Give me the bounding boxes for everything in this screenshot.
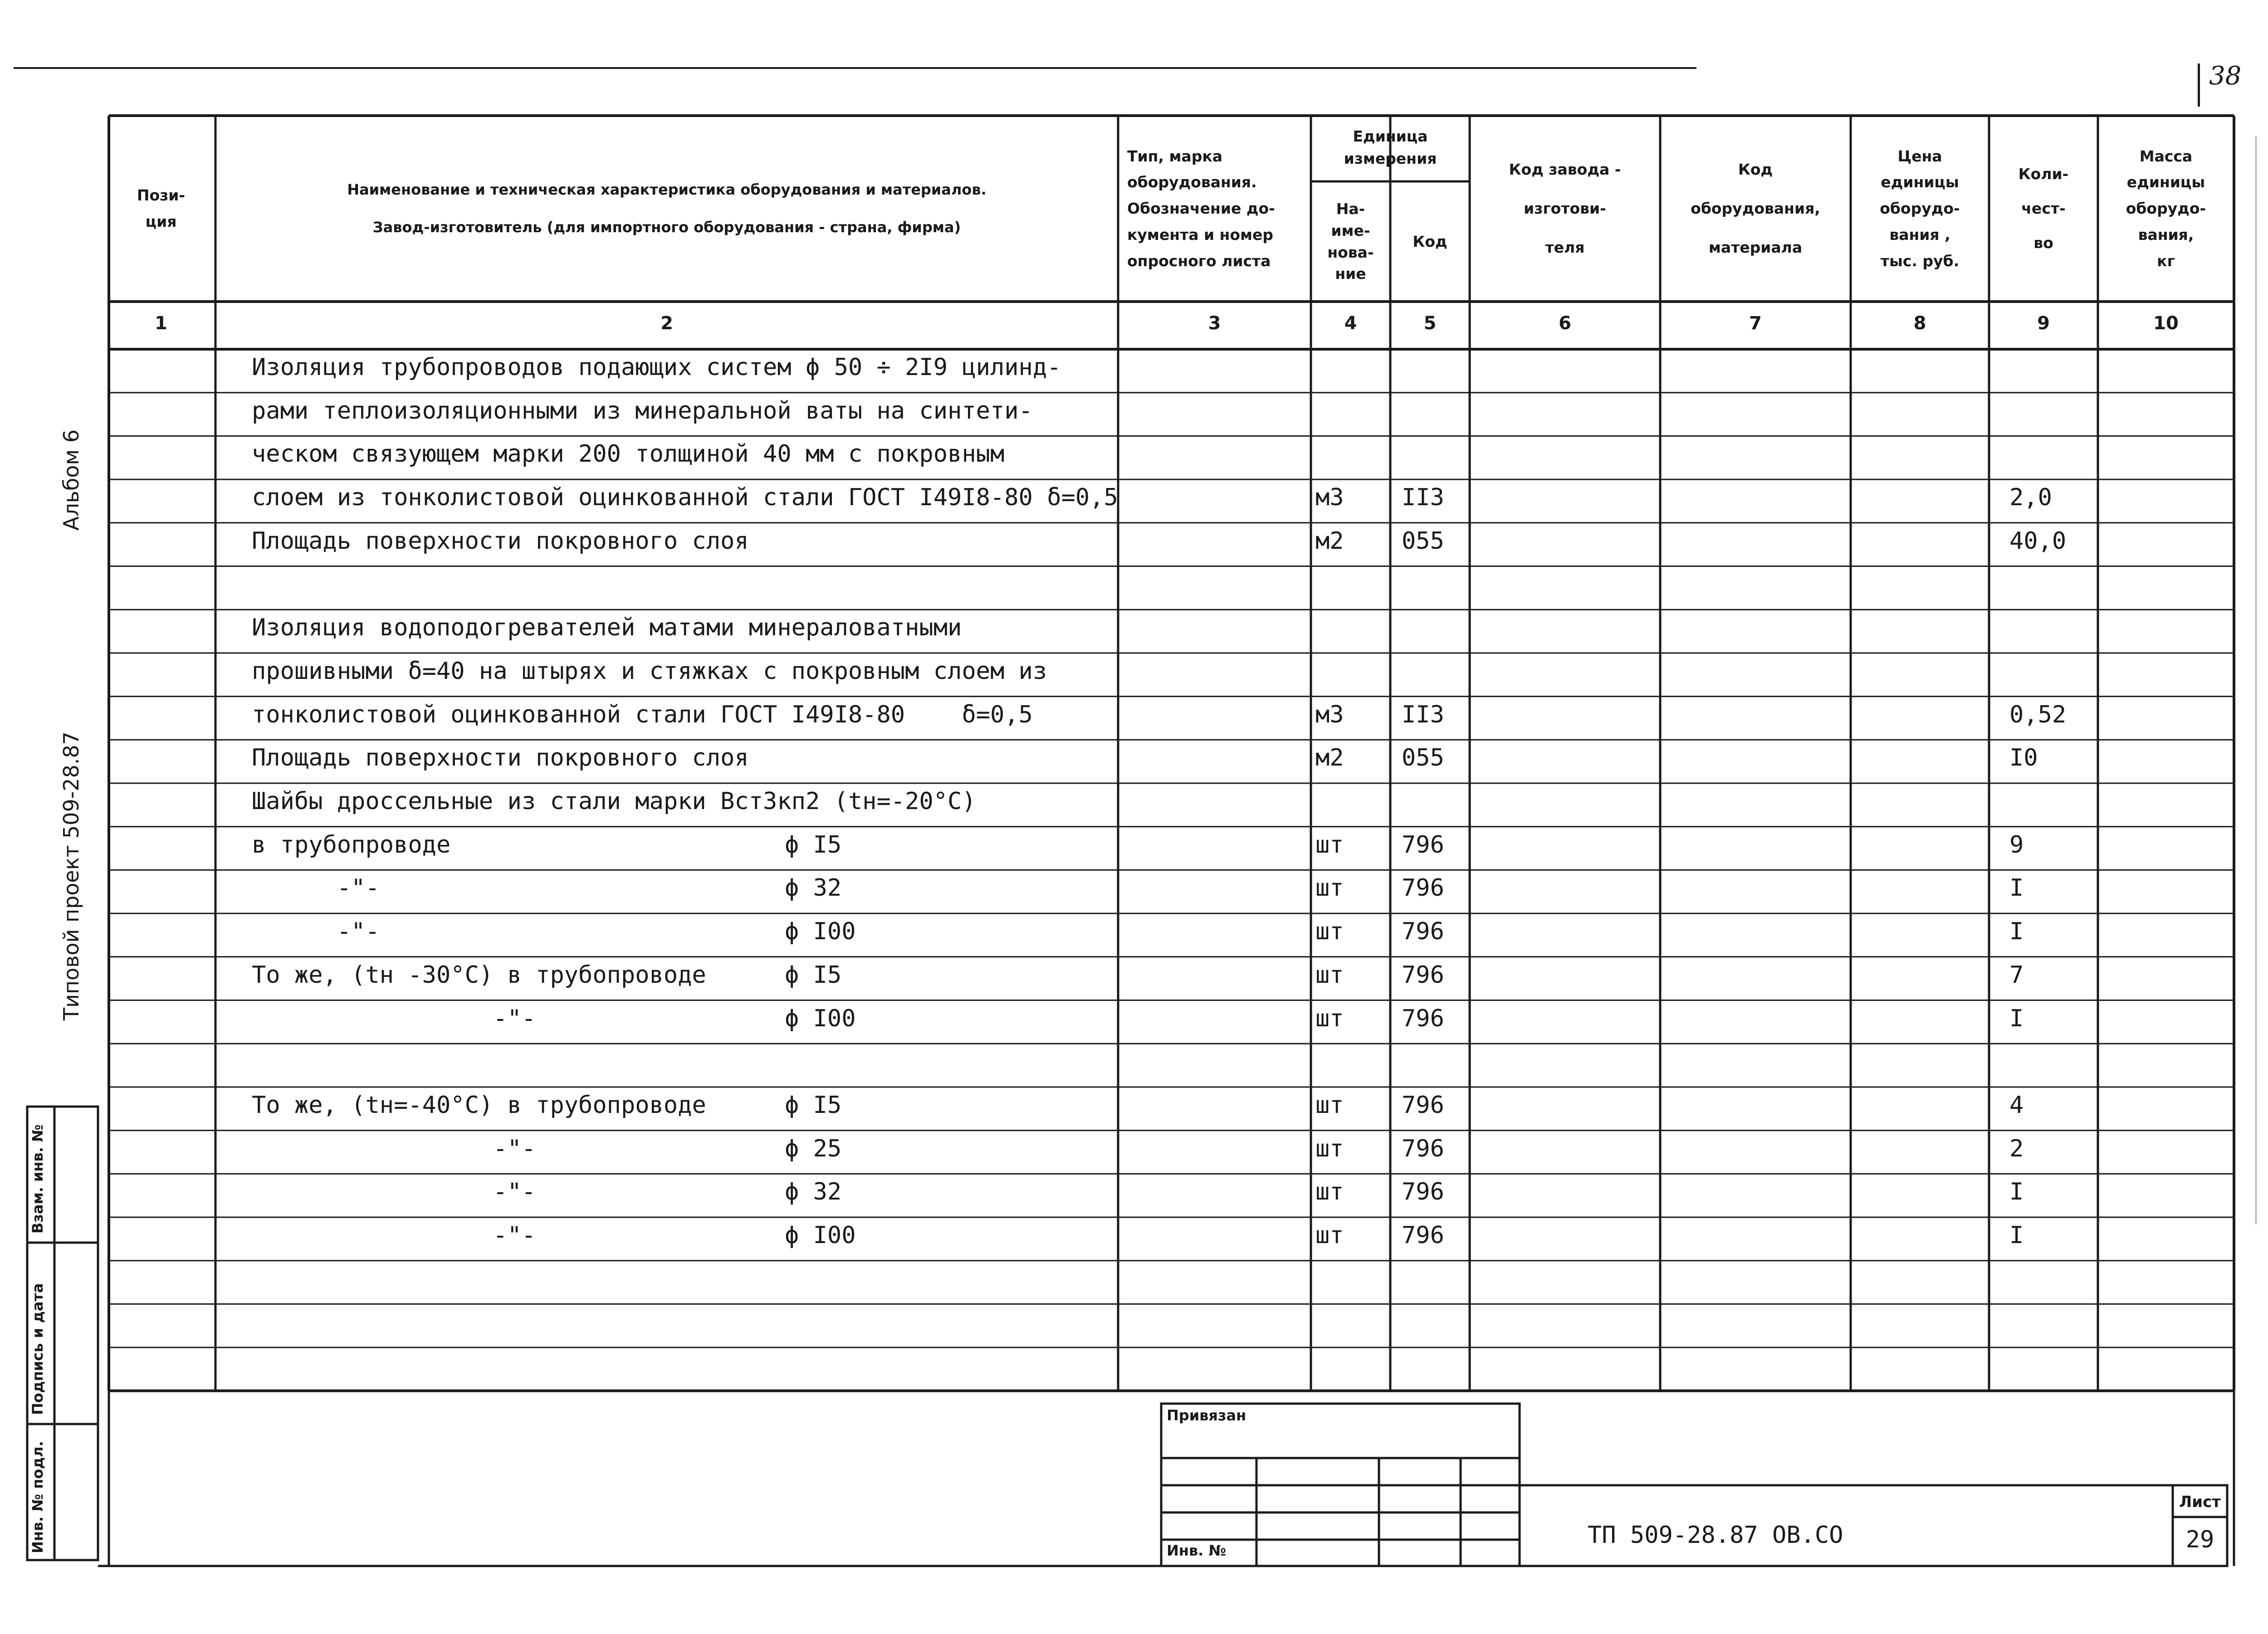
row-diameter: ϕ 32 xyxy=(785,874,842,902)
row-unit-code: 796 xyxy=(1402,1222,1444,1249)
row-unit: шт xyxy=(1315,918,1344,946)
right-margin-line xyxy=(2255,136,2257,1224)
header-plant-code: Код завода - изготови- теля xyxy=(1509,161,1621,256)
colnum-4: 4 xyxy=(1344,313,1357,334)
row-unit-code: 055 xyxy=(1402,527,1444,555)
row-unit-code: 055 xyxy=(1402,744,1444,772)
row-unit: шт xyxy=(1315,1222,1344,1249)
row-name: -"- xyxy=(252,874,380,902)
row-unit-code: 796 xyxy=(1402,874,1444,902)
row-name: -"- xyxy=(252,1005,536,1032)
row-name: рами теплоизоляционными из минеральной ваты на синтети- xyxy=(252,397,1033,424)
colnum-2: 2 xyxy=(660,313,673,334)
row-name: в трубопроводе xyxy=(252,831,451,858)
row-quantity: 0,52 xyxy=(2009,701,2067,728)
header-type: Тип, марка оборудования. Обозначение до- кумента и номер опросного листа xyxy=(1127,147,1275,270)
row-unit: м2 xyxy=(1315,744,1344,772)
row-diameter: ϕ 32 xyxy=(785,1178,842,1206)
header-mass: Масса единицы оборудо- вания, кг xyxy=(2126,147,2206,270)
row-name: слоем из тонколистовой оцинкованной стали ГОСТ I49I8-80 δ=0,5 xyxy=(252,484,1118,512)
row-quantity: I0 xyxy=(2009,744,2038,772)
colnum-6: 6 xyxy=(1559,313,1571,334)
row-diameter: ϕ I5 xyxy=(785,831,842,858)
header-name: Наименование и техническая характеристика оборудования и материалов. Завод-изготовитель (для импортного оборудования - страна, фирма) xyxy=(347,180,987,236)
row-unit: шт xyxy=(1315,1178,1344,1206)
stamp-podpis-data: Подпись и дата xyxy=(29,1283,46,1415)
corner-page-number: 38 xyxy=(2209,61,2242,91)
row-name: прошивными δ=40 на штырях и стяжках с покровным слоем из xyxy=(252,657,1047,685)
colnum-7: 7 xyxy=(1749,313,1762,334)
row-name: тонколистовой оцинкованной стали ГОСТ I49I8-80 δ=0,5 xyxy=(252,701,1033,728)
row-name: Шайбы дроссельные из стали марки Вст3кп2 (tн=-20°С) xyxy=(252,788,976,815)
row-name: То же, (tн -30°С) в трубопроводе xyxy=(252,961,706,989)
row-quantity: I xyxy=(2009,1005,2024,1032)
row-quantity: 2,0 xyxy=(2009,484,2052,512)
sheet-label: Лист xyxy=(2179,1493,2221,1511)
document-code: ТП 509-28.87 ОВ.СО xyxy=(1588,1522,1843,1549)
row-name: Изоляция водоподогревателей матами минераловатными xyxy=(252,614,962,642)
row-unit: м2 xyxy=(1315,527,1344,555)
row-unit: шт xyxy=(1315,1135,1344,1162)
side-album-caption: Альбом 6 xyxy=(59,429,83,531)
row-unit: шт xyxy=(1315,831,1344,858)
row-name: -"- xyxy=(252,1178,536,1206)
row-diameter: ϕ I00 xyxy=(785,918,856,946)
row-diameter: ϕ 25 xyxy=(785,1135,842,1162)
header-unit-code: Код xyxy=(1413,232,1447,250)
row-name: То же, (tн=-40°С) в трубопроводе xyxy=(252,1091,706,1119)
row-unit-code: 796 xyxy=(1402,918,1444,946)
header-unit-title: Единица измерения xyxy=(1344,127,1437,167)
header-equipment-code: Код оборудования, материала xyxy=(1691,161,1820,256)
privyazan-label: Привязан xyxy=(1167,1407,1246,1424)
row-diameter: ϕ I5 xyxy=(785,1091,842,1119)
row-quantity: 2 xyxy=(2009,1135,2024,1162)
colnum-3: 3 xyxy=(1208,313,1221,334)
row-unit: м3 xyxy=(1315,701,1344,728)
header-quantity: Коли- чест- во xyxy=(2018,165,2069,252)
row-quantity: 40,0 xyxy=(2009,527,2067,555)
row-unit-code: II3 xyxy=(1402,701,1444,728)
row-unit-code: 796 xyxy=(1402,1178,1444,1206)
row-unit-code: II3 xyxy=(1402,484,1444,512)
row-name: ческом связующем марки 200 толщиной 40 мм с покровным xyxy=(252,440,1005,468)
row-quantity: 7 xyxy=(2009,961,2024,989)
row-unit-code: 796 xyxy=(1402,831,1444,858)
stamp-vzam-inv: Взам. инв. № xyxy=(29,1124,46,1234)
row-name: Площадь поверхности покровного слоя xyxy=(252,744,749,772)
header-position: Пози- ция xyxy=(137,186,186,230)
row-quantity: I xyxy=(2009,1222,2024,1249)
row-name: -"- xyxy=(252,1222,536,1249)
row-unit: шт xyxy=(1315,1091,1344,1119)
sheet-number: 29 xyxy=(2185,1526,2214,1553)
row-unit-code: 796 xyxy=(1402,961,1444,989)
colnum-1: 1 xyxy=(155,313,167,334)
row-name: -"- xyxy=(252,918,380,946)
row-name: Изоляция трубопроводов подающих систем ϕ 50 ÷ 2I9 цилинд- xyxy=(252,354,1061,381)
colnum-5: 5 xyxy=(1423,313,1437,334)
row-unit: шт xyxy=(1315,1005,1344,1032)
row-unit-code: 796 xyxy=(1402,1005,1444,1032)
row-unit: шт xyxy=(1315,874,1344,902)
row-name: Площадь поверхности покровного слоя xyxy=(252,527,749,555)
colnum-8: 8 xyxy=(1913,313,1926,334)
row-quantity: I xyxy=(2009,874,2024,902)
colnum-10: 10 xyxy=(2153,313,2179,334)
header-unit-price: Цена единицы оборудо- вания , тыс. руб. xyxy=(1880,147,1960,270)
side-project-caption: Типовой проект 509-28.87 xyxy=(59,732,83,1020)
row-diameter: ϕ I00 xyxy=(785,1222,856,1249)
stamp-inv-podl: Инв. № подл. xyxy=(29,1441,46,1553)
row-unit: шт xyxy=(1315,961,1344,989)
inv-no-label: Инв. № xyxy=(1167,1542,1226,1559)
colnum-9: 9 xyxy=(2037,313,2050,334)
row-unit-code: 796 xyxy=(1402,1135,1444,1162)
row-unit-code: 796 xyxy=(1402,1091,1444,1119)
row-quantity: I xyxy=(2009,918,2024,946)
row-quantity: 4 xyxy=(2009,1091,2024,1119)
row-name: -"- xyxy=(252,1135,536,1162)
header-unit-name: На- име- нова- ние xyxy=(1327,200,1374,283)
row-quantity: I xyxy=(2009,1178,2024,1206)
row-unit: м3 xyxy=(1315,484,1344,512)
row-quantity: 9 xyxy=(2009,831,2024,858)
row-diameter: ϕ I5 xyxy=(785,961,842,989)
row-diameter: ϕ I00 xyxy=(785,1005,856,1032)
